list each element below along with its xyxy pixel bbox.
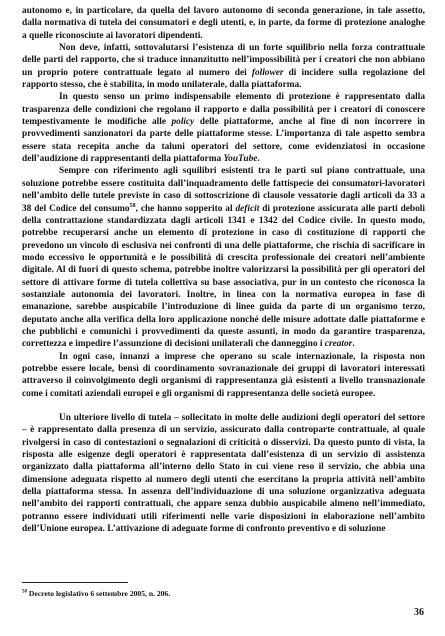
italic-term: creator — [324, 339, 353, 350]
paragraph-4 — [22, 165, 425, 350]
text-run: , che hanno sopperito al — [135, 203, 236, 214]
italic-term: follower — [251, 67, 284, 78]
italic-term: YouTube — [223, 154, 258, 165]
footnote-reference[interactable]: 58 — [129, 202, 136, 209]
text-run: Sempre con riferimento agli squilibri esistenti tra le parti sul piano contrattuale, una soluzione potrebbe essere costituita dall’inquadramento delle fattispecie dei consumatori-lavoratori nell’ambito delle tutele previste in caso di sottoscrizione di clausole vessatorie dagli articoli da 33 a 38 del Codice del consumo — [22, 166, 425, 214]
footnote-separator — [22, 582, 128, 583]
paragraph-5: In ogni caso, innanzi a imprese che operano su scale internazionale, la risposta non potrebbe essere locale, bensì di coordinamento sovranazionale dei gruppi di lavoratori interessati attraverso il coinvolgimento degli organismi di rappresentanza già esistenti a livello transnazionale come i comitati aziendali europei e gli organismi di rappresentanza delle società europee. — [22, 351, 425, 399]
paragraph-2 — [22, 42, 425, 91]
text-run: . — [352, 339, 355, 350]
text-run: di incidere sulla regolazione del rapporto stesso, che è stabilita, in modo unilaterale, dalla piattaforma. — [22, 67, 425, 91]
italic-term: deficit — [235, 203, 260, 214]
document-page — [22, 5, 425, 631]
text-run: Non deve, infatti, sottovalutarsi l’esistenza di un forte squilibrio nella forza contrattuale delle parti del rapporto, che si traduce innanzitutto nell’impossibilità per i creatori che non abbiano un proprio potere contrattuale legato al numero dei — [22, 43, 425, 78]
footnote — [22, 589, 402, 598]
paragraph-3 — [22, 91, 425, 165]
text-run: delle piattaforme, anche al fine di non incorrere in provvedimenti sanzionatori da parte delle piattaforme stesse. L’importanza di tale aspetto sembra essere stata recepita anche da taluni operatori del settore, come evidenziatosi in occasione dell’audizione di rappresentanti della piattaforma — [22, 117, 425, 165]
footnote-text: Decreto legislativo 6 settembre 2005, n. 206. — [27, 589, 171, 598]
text-run: di protezione assicurata alle parti deboli della contrattazione standardizzata dagli articoli 1341 e 1342 del Codice civile. In questo modo, potrebbe recuperarsi anche un elemento di protezione in caso di costituzione di rapporti che prevedono un vincolo di esclusiva nei confronti di una delle piattaforme, che rischia di sacrificare in modo eccessivo le opportunità e le possibilità di crescita professionale dei creatori nell’ambiente digitale. Al di fuori di questo schema, potrebbe inoltre valorizzarsi la possibilità per gli operatori del settore di attivare forme di tutela collettiva su base associativa, pur in un contesto che riconosca la sostanziale autonomia dei lavoratori. Inoltre, in linea con la normativa europea in fase di emanazione, sarebbe auspicabile l’introduzione di linee guida da parte di un organismo terzo, deputato anche alla verifica della loro applicazione nonché delle misure adottate dalle piattaforme e che pubblichi e comunichi i provvedimenti da queste assunti, in modo da garantire trasparenza, correttezza e impedire l’assunzione di decisioni unilaterali che danneggino i — [22, 203, 425, 350]
paragraph-6: Un ulteriore livello di tutela – sollecitato in molte delle audizioni degli operatori del settore – è rappresentato dalla presenza di un servizio, assicurato dalla controparte contrattuale, al quale rivolgersi in caso di contestazioni o segnalazioni di criticità o disservizi. Da questo punto di vista, la risposta alle esigenze degli operatori è rappresentata dall’esistenza di un servizio di assistenza organizzato dalla piattaforma all’interno dello Stato in cui viene reso il servizio, che abbia una dimensione adeguata rispetto al numero degli utenti che esercitano la propria attività nell’ambito della piattaforma stessa. In assenza dell’individuazione di una soluzione organizzativa adeguata nell’ambito dei rapporti contrattuali, che appare senza dubbio auspicabile almeno nell’immediato, potranno essere individuati utili riferimenti nelle varie disposizioni in elaborazione nell’ambito dell’Unione europea. L’attivazione di adeguate forme di confronto preventivo e di soluzione — [22, 413, 425, 535]
text-run: . — [257, 154, 260, 165]
italic-term: policy — [171, 117, 195, 128]
text-run: In questo senso un primo indispensabile elemento di protezione è rappresentato dalla trasparenza delle condizioni che regolano il rapporto e dalla possibilità per i creatori di conoscere tempestivamente le modifiche alle — [22, 92, 425, 128]
page-number: 36 — [414, 607, 424, 618]
paragraph-1: autonomo e, in particolare, da quella del lavoro autonomo di seconda generazione, in tale assetto, dalla normativa di tutela dei consumatori e degli utenti, e, in parte, da forme di protezione analoghe a quelle riconosciute ai lavoratori dipendenti. — [22, 6, 425, 41]
footnote-number: 58 — [22, 589, 27, 595]
